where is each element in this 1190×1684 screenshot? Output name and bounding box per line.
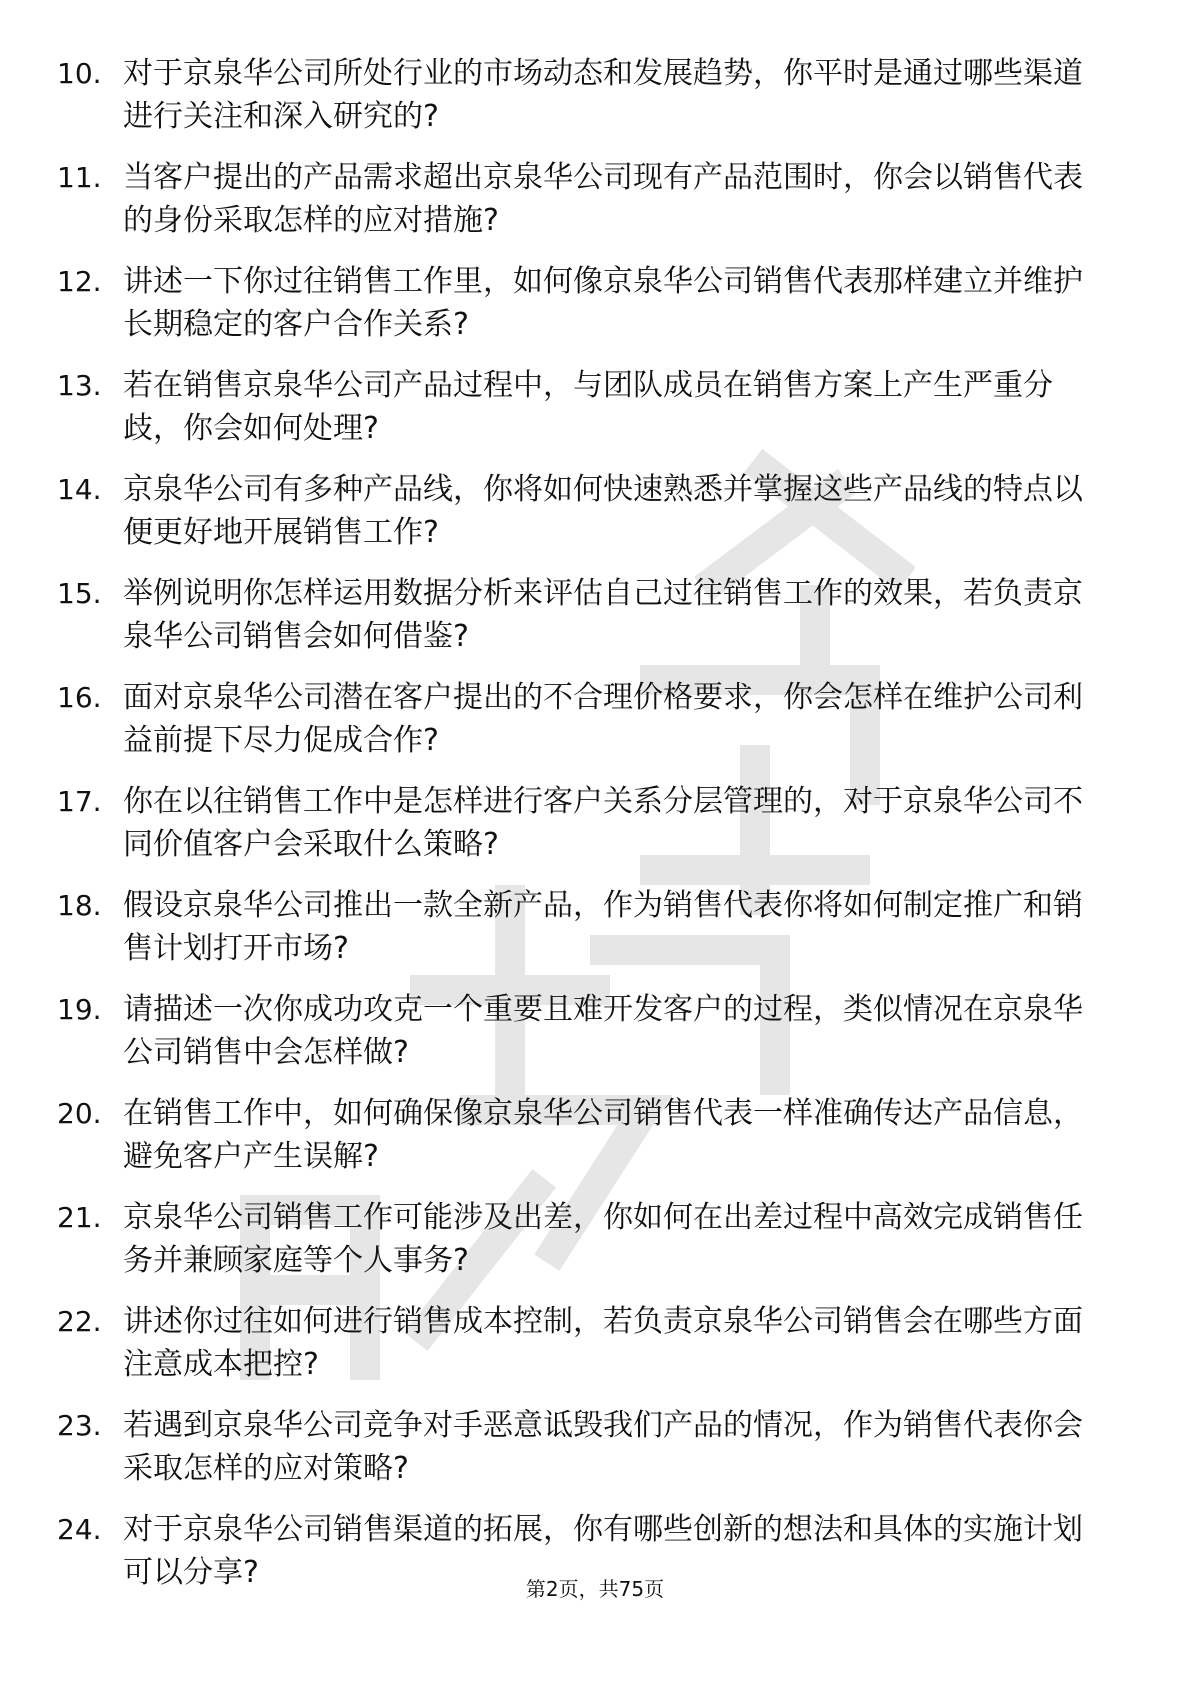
question-item bbox=[57, 780, 1117, 884]
question-number: 17. bbox=[57, 785, 102, 818]
question-item bbox=[57, 364, 1117, 468]
question-number: 16. bbox=[57, 681, 102, 714]
question-number: 20. bbox=[57, 1097, 102, 1130]
question-number: 19. bbox=[57, 993, 102, 1026]
question-number: 24. bbox=[57, 1513, 102, 1546]
question-number: 21. bbox=[57, 1201, 102, 1234]
question-item bbox=[57, 884, 1117, 988]
question-number: 23. bbox=[57, 1409, 102, 1442]
question-number: 18. bbox=[57, 889, 102, 922]
question-text: 若遇到京泉华公司竞争对手恶意诋毁我们产品的情况，作为销售代表你会采取怎样的应对策略? bbox=[123, 1408, 1083, 1486]
question-text: 若在销售京泉华公司产品过程中，与团队成员在销售方案上产生严重分歧，你会如何处理? bbox=[123, 368, 1053, 446]
question-item bbox=[57, 1300, 1117, 1404]
question-text: 京泉华公司有多种产品线，你将如何快速熟悉并掌握这些产品线的特点以便更好地开展销售工作? bbox=[123, 472, 1083, 550]
question-text: 讲述你过往如何进行销售成本控制，若负责京泉华公司销售会在哪些方面注意成本把控? bbox=[123, 1304, 1083, 1382]
question-text: 讲述一下你过往销售工作里，如何像京泉华公司销售代表那样建立并维护长期稳定的客户合作关系? bbox=[123, 264, 1083, 342]
question-item bbox=[57, 988, 1117, 1092]
question-item bbox=[57, 468, 1117, 572]
question-item bbox=[57, 52, 1117, 156]
question-text: 假设京泉华公司推出一款全新产品，作为销售代表你将如何制定推广和销售计划打开市场? bbox=[123, 888, 1083, 966]
question-item bbox=[57, 1404, 1117, 1508]
question-item bbox=[57, 260, 1117, 364]
question-list bbox=[57, 52, 1117, 1612]
question-number: 14. bbox=[57, 473, 102, 506]
question-number: 10. bbox=[57, 57, 102, 90]
question-item bbox=[57, 1196, 1117, 1300]
question-text: 请描述一次你成功攻克一个重要且难开发客户的过程，类似情况在京泉华公司销售中会怎样做? bbox=[123, 992, 1083, 1070]
question-text: 你在以往销售工作中是怎样进行客户关系分层管理的，对于京泉华公司不同价值客户会采取什么策略? bbox=[123, 784, 1083, 862]
question-item bbox=[57, 1092, 1117, 1196]
question-text: 面对京泉华公司潜在客户提出的不合理价格要求，你会怎样在维护公司利益前提下尽力促成合作? bbox=[123, 680, 1083, 758]
question-text: 当客户提出的产品需求超出京泉华公司现有产品范围时，你会以销售代表的身份采取怎样的应对措施? bbox=[123, 160, 1083, 238]
question-number: 15. bbox=[57, 577, 102, 610]
question-item bbox=[57, 572, 1117, 676]
question-number: 11. bbox=[57, 161, 102, 194]
question-number: 13. bbox=[57, 369, 102, 402]
question-text: 对于京泉华公司销售渠道的拓展，你有哪些创新的想法和具体的实施计划可以分享? bbox=[123, 1512, 1083, 1590]
question-number: 12. bbox=[57, 265, 102, 298]
question-item bbox=[57, 676, 1117, 780]
page-footer: 第2页，共75页 bbox=[525, 1577, 665, 1601]
question-item bbox=[57, 156, 1117, 260]
question-text: 对于京泉华公司所处行业的市场动态和发展趋势，你平时是通过哪些渠道进行关注和深入研究的? bbox=[123, 56, 1083, 134]
question-text: 在销售工作中，如何确保像京泉华公司销售代表一样准确传达产品信息，避免客户产生误解? bbox=[123, 1096, 1083, 1174]
question-number: 22. bbox=[57, 1305, 102, 1338]
question-text: 京泉华公司销售工作可能涉及出差，你如何在出差过程中高效完成销售任务并兼顾家庭等个人事务? bbox=[123, 1200, 1083, 1278]
question-text: 举例说明你怎样运用数据分析来评估自己过往销售工作的效果，若负责京泉华公司销售会如何借鉴? bbox=[123, 576, 1083, 654]
